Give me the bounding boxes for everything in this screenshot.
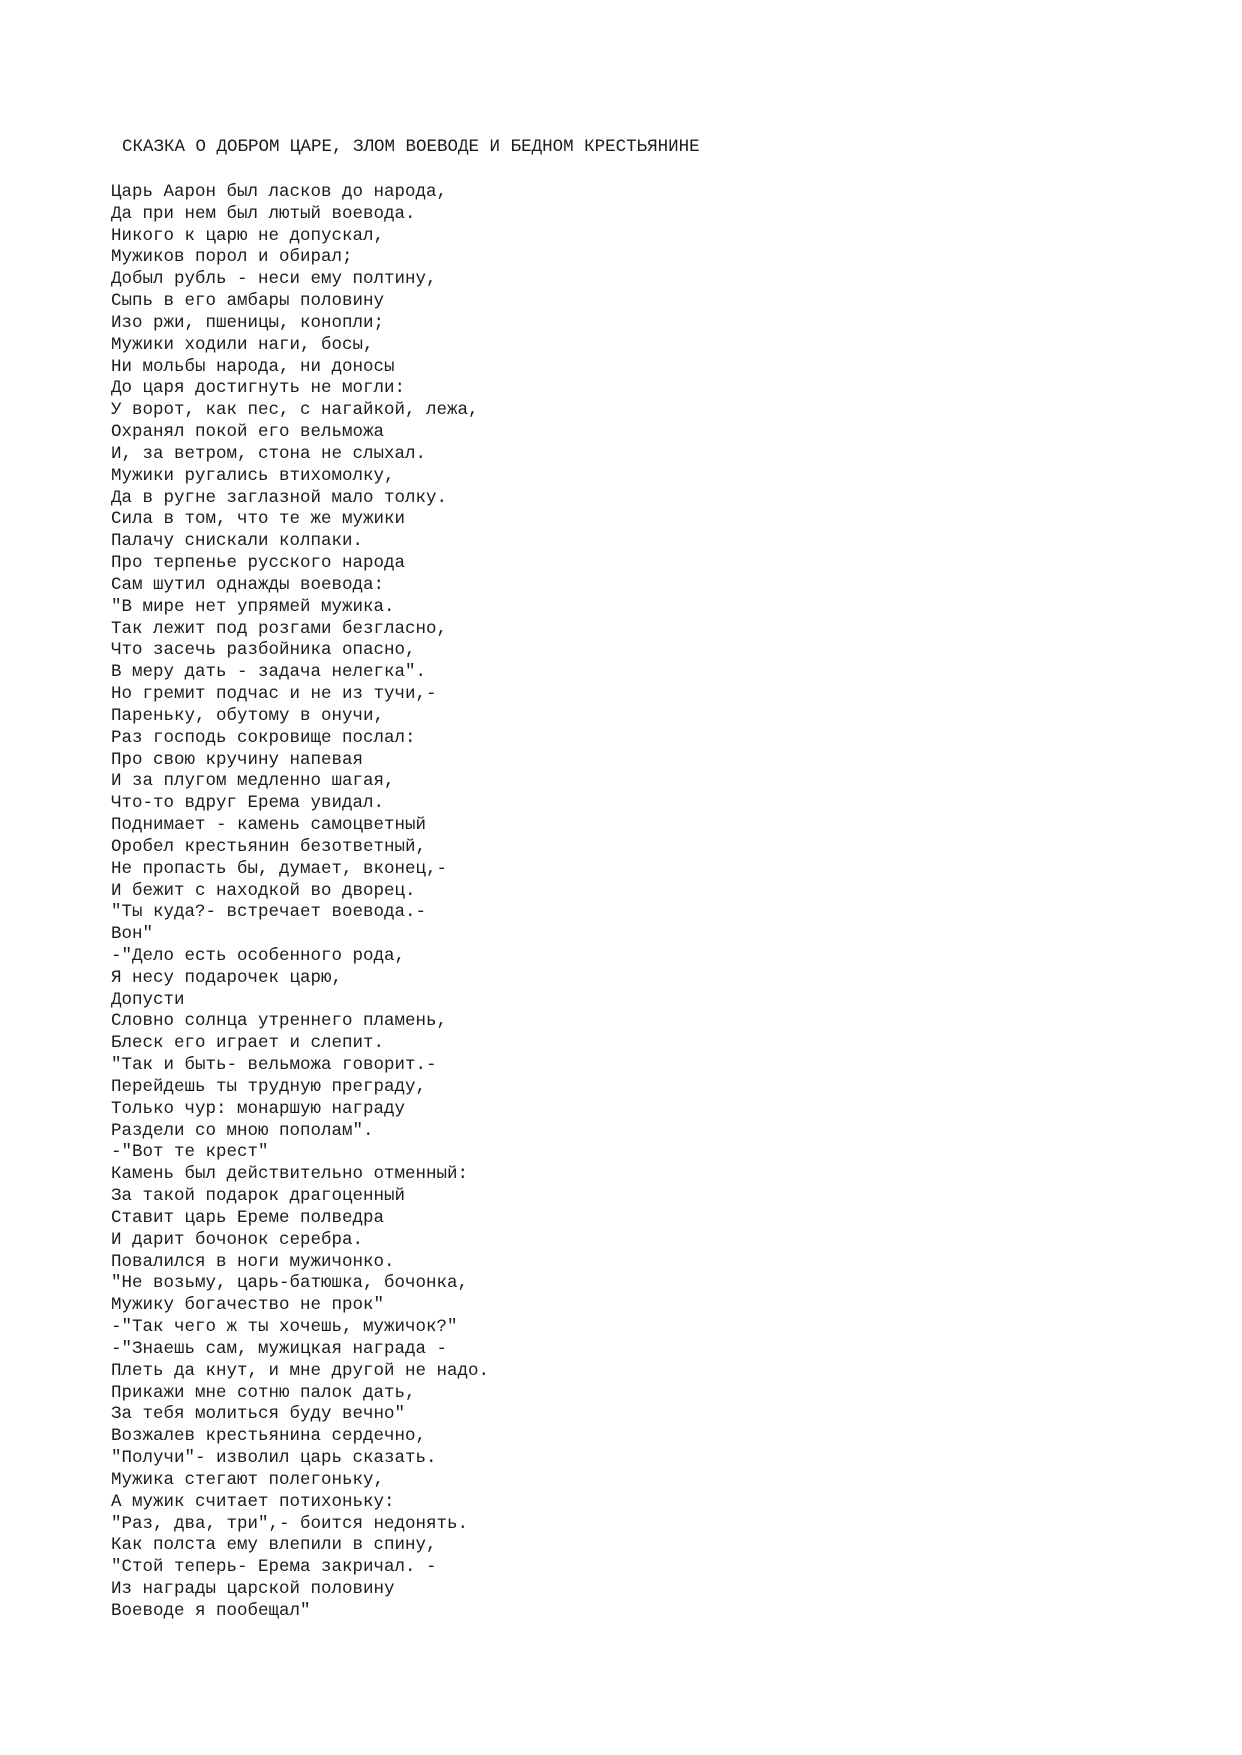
poem-line: Плеть да кнут, и мне другой не надо. bbox=[111, 1360, 490, 1381]
poem-line: Мужика стегают полегоньку, bbox=[111, 1469, 385, 1490]
poem-line: За такой подарок драгоценный bbox=[111, 1186, 406, 1207]
poem-line: -"Так чего ж ты хочешь, мужичок?" bbox=[111, 1317, 458, 1338]
poem-line: У ворот, как пес, с нагайкой, лежа, bbox=[111, 400, 479, 421]
poem-line: "Раз, два, три",- боится недонять. bbox=[111, 1513, 469, 1534]
poem-line: -"Вот те крест" bbox=[111, 1142, 269, 1163]
poem-line: Блеск его играет и слепит. bbox=[111, 1033, 385, 1054]
poem-line: Но гремит подчас и не из тучи,- bbox=[111, 684, 437, 705]
poem-line: Вон" bbox=[111, 924, 154, 945]
poem-line: Мужики ходили наги, босы, bbox=[111, 334, 374, 355]
poem-line: До царя достигнуть не могли: bbox=[111, 378, 406, 399]
poem-line: Поднимает - камень самоцветный bbox=[111, 815, 427, 836]
poem-line: И за плугом медленно шагая, bbox=[111, 771, 395, 792]
poem-line: "Ты куда?- встречает воевода.- bbox=[111, 902, 427, 923]
poem-line: Мужику богачество не прок" bbox=[111, 1295, 385, 1316]
poem-line: И, за ветром, стона не слыхал. bbox=[111, 443, 427, 464]
poem-line: Сила в том, что те же мужики bbox=[111, 509, 406, 530]
poem-line: Повалился в ноги мужичонко. bbox=[111, 1251, 395, 1272]
poem-line: Камень был действительно отменный: bbox=[111, 1164, 469, 1185]
poem-line: Мужиков порол и обирал; bbox=[111, 247, 353, 268]
poem-line: Никого к царю не допускал, bbox=[111, 225, 385, 246]
poem-line: В меру дать - задача нелегка". bbox=[111, 662, 427, 683]
poem-line: И бежит с находкой во дворец. bbox=[111, 880, 416, 901]
poem-line: Ни мольбы народа, ни доносы bbox=[111, 356, 395, 377]
poem-line: "В мире нет упрямей мужика. bbox=[111, 596, 395, 617]
poem-line: И дарит бочонок серебра. bbox=[111, 1229, 364, 1250]
poem-line: Возжалев крестьянина сердечно, bbox=[111, 1426, 427, 1447]
poem-line: А мужик считает потихоньку: bbox=[111, 1491, 395, 1512]
poem-text bbox=[111, 182, 489, 1623]
poem-line: За тебя молиться буду вечно" bbox=[111, 1404, 406, 1425]
poem-line: Про свою кручину напевая bbox=[111, 749, 364, 770]
poem-line: "Получи"- изволил царь сказать. bbox=[111, 1448, 437, 1469]
poem-line: Охранял покой его вельможа bbox=[111, 422, 385, 443]
poem-line: Сыпь в его амбары половину bbox=[111, 291, 385, 312]
poem-line: Прикажи мне сотню палок дать, bbox=[111, 1382, 416, 1403]
poem-line: "Не возьму, царь-батюшка, бочонка, bbox=[111, 1273, 469, 1294]
poem-line: Раздели со мною пополам". bbox=[111, 1120, 374, 1141]
poem-line: "Так и быть- вельможа говорит.- bbox=[111, 1055, 437, 1076]
poem-line: Да в ругне заглазной мало толку. bbox=[111, 487, 448, 508]
poem-line: Сам шутил однажды воевода: bbox=[111, 574, 385, 595]
poem-line: Что засечь разбойника опасно, bbox=[111, 640, 416, 661]
poem-line: Да при нем был лютый воевода. bbox=[111, 203, 416, 224]
poem-line: Добыл рубль - неси ему полтину, bbox=[111, 269, 437, 290]
poem-line: Раз господь сокровище послал: bbox=[111, 727, 416, 748]
poem-line: Допусти bbox=[111, 989, 185, 1010]
poem-line: Словно солнца утреннего пламень, bbox=[111, 1011, 448, 1032]
poem-line: Мужики ругались втихомолку, bbox=[111, 465, 395, 486]
poem-line: Пареньку, обутому в онучи, bbox=[111, 705, 385, 726]
poem-line: Только чур: монаршую награду bbox=[111, 1098, 406, 1119]
poem-line: Перейдешь ты трудную преграду, bbox=[111, 1076, 427, 1097]
poem-line: -"Знаешь сам, мужицкая награда - bbox=[111, 1338, 448, 1359]
poem-line: Так лежит под розгами безгласно, bbox=[111, 618, 448, 639]
poem-line: Палачу снискали колпаки. bbox=[111, 531, 364, 552]
poem-line: Я несу подарочек царю, bbox=[111, 967, 343, 988]
poem-line: Из награды царской половину bbox=[111, 1579, 395, 1599]
poem-title: СКАЗКА О ДОБРОМ ЦАРЕ, ЗЛОМ ВОЕВОДЕ И БЕДНОМ КРЕСТЬЯНИНЕ bbox=[122, 137, 700, 157]
poem-line: Воеводе я пообещал" bbox=[111, 1600, 311, 1621]
poem-line: Оробел крестьянин безответный, bbox=[111, 836, 427, 857]
poem-line: "Стой теперь- Ерема закричал. - bbox=[111, 1557, 437, 1578]
poem-line: Изо ржи, пшеницы, конопли; bbox=[111, 312, 385, 333]
poem-line: Про терпенье русского народа bbox=[111, 553, 406, 574]
poem-line: Не пропасть бы, думает, вконец,- bbox=[111, 858, 448, 879]
poem-line: -"Дело есть особенного рода, bbox=[111, 945, 406, 966]
poem-line: Что-то вдруг Ерема увидал. bbox=[111, 793, 385, 814]
poem-line: Царь Аарон был ласков до народа, bbox=[111, 182, 448, 202]
poem-line: Как полста ему влепили в спину, bbox=[111, 1535, 437, 1556]
poem-line: Ставит царь Ереме полведра bbox=[111, 1207, 385, 1228]
